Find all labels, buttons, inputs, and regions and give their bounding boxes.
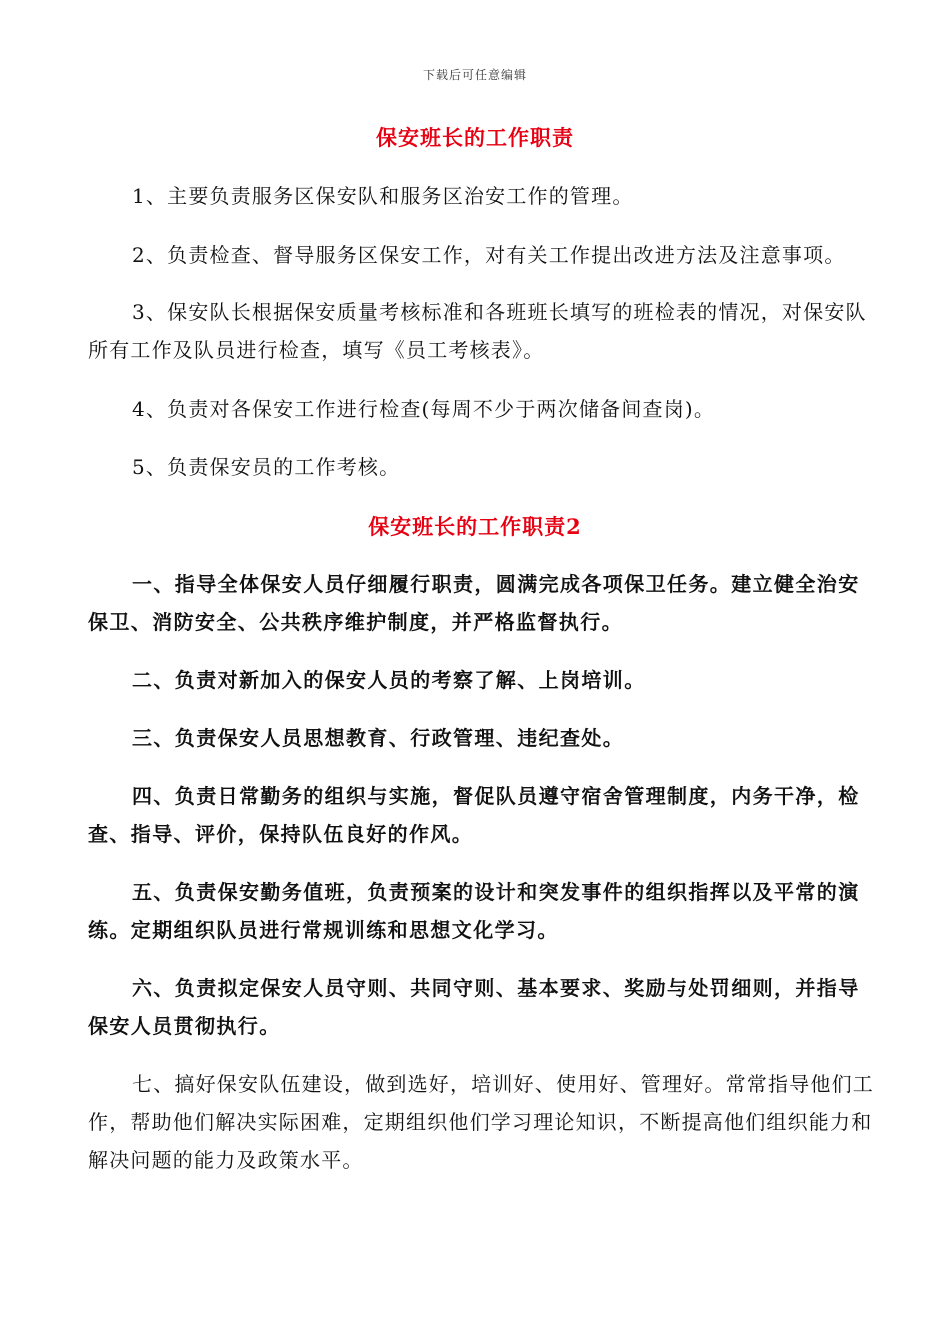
- section2-item-1: 一、指导全体保安人员仔细履行职责，圆满完成各项保卫任务。建立健全治安保卫、消防安全、公共秩序维护制度，并严格监督执行。: [88, 572, 860, 634]
- section1-title: 保安班长的工作职责: [376, 125, 574, 150]
- section2-item-6: 六、负责拟定保安人员守则、共同守则、基本要求、奖励与处罚细则，并指导保安人员贯彻执行。: [88, 976, 860, 1038]
- section2-item-3: 三、负责保安人员思想教育、行政管理、违纪查处。: [132, 726, 625, 750]
- section2-item-2: 二、负责对新加入的保安人员的考察了解、上岗培训。: [132, 668, 646, 692]
- section1-item-1: 1、主要负责服务区保安队和服务区治安工作的管理。: [132, 184, 634, 208]
- section2-item-4: 四、负责日常勤务的组织与实施，督促队员遵守宿舍管理制度，内务干净，检查、指导、评价，保持队伍良好的作风。: [88, 784, 860, 846]
- section2-title: 保安班长的工作职责2: [368, 514, 582, 539]
- section1-item-5: 5、负责保安员的工作考核。: [132, 455, 401, 479]
- section1-item-4: 4、负责对各保安工作进行检查(每周不少于两次储备间查岗)。: [132, 397, 716, 421]
- header-note: 下载后可任意编辑: [422, 68, 527, 82]
- section2-item-7: 七、搞好保安队伍建设，做到选好，培训好、使用好、管理好。常常指导他们工作，帮助他们解决实际困难，定期组织他们学习理论知识，不断提高他们组织能力和解决问题的能力及政策水平。: [88, 1072, 874, 1172]
- section2-item-5: 五、负责保安勤务值班，负责预案的设计和突发事件的组织指挥以及平常的演练。定期组织队员进行常规训练和思想文化学习。: [88, 880, 860, 942]
- section1-item-2: 2、负责检查、督导服务区保安工作，对有关工作提出改进方法及注意事项。: [132, 243, 846, 267]
- section1-item-3: 3、保安队长根据保安质量考核标准和各班班长填写的班检表的情况，对保安队所有工作及队员进行检查，填写《员工考核表》。: [88, 300, 867, 362]
